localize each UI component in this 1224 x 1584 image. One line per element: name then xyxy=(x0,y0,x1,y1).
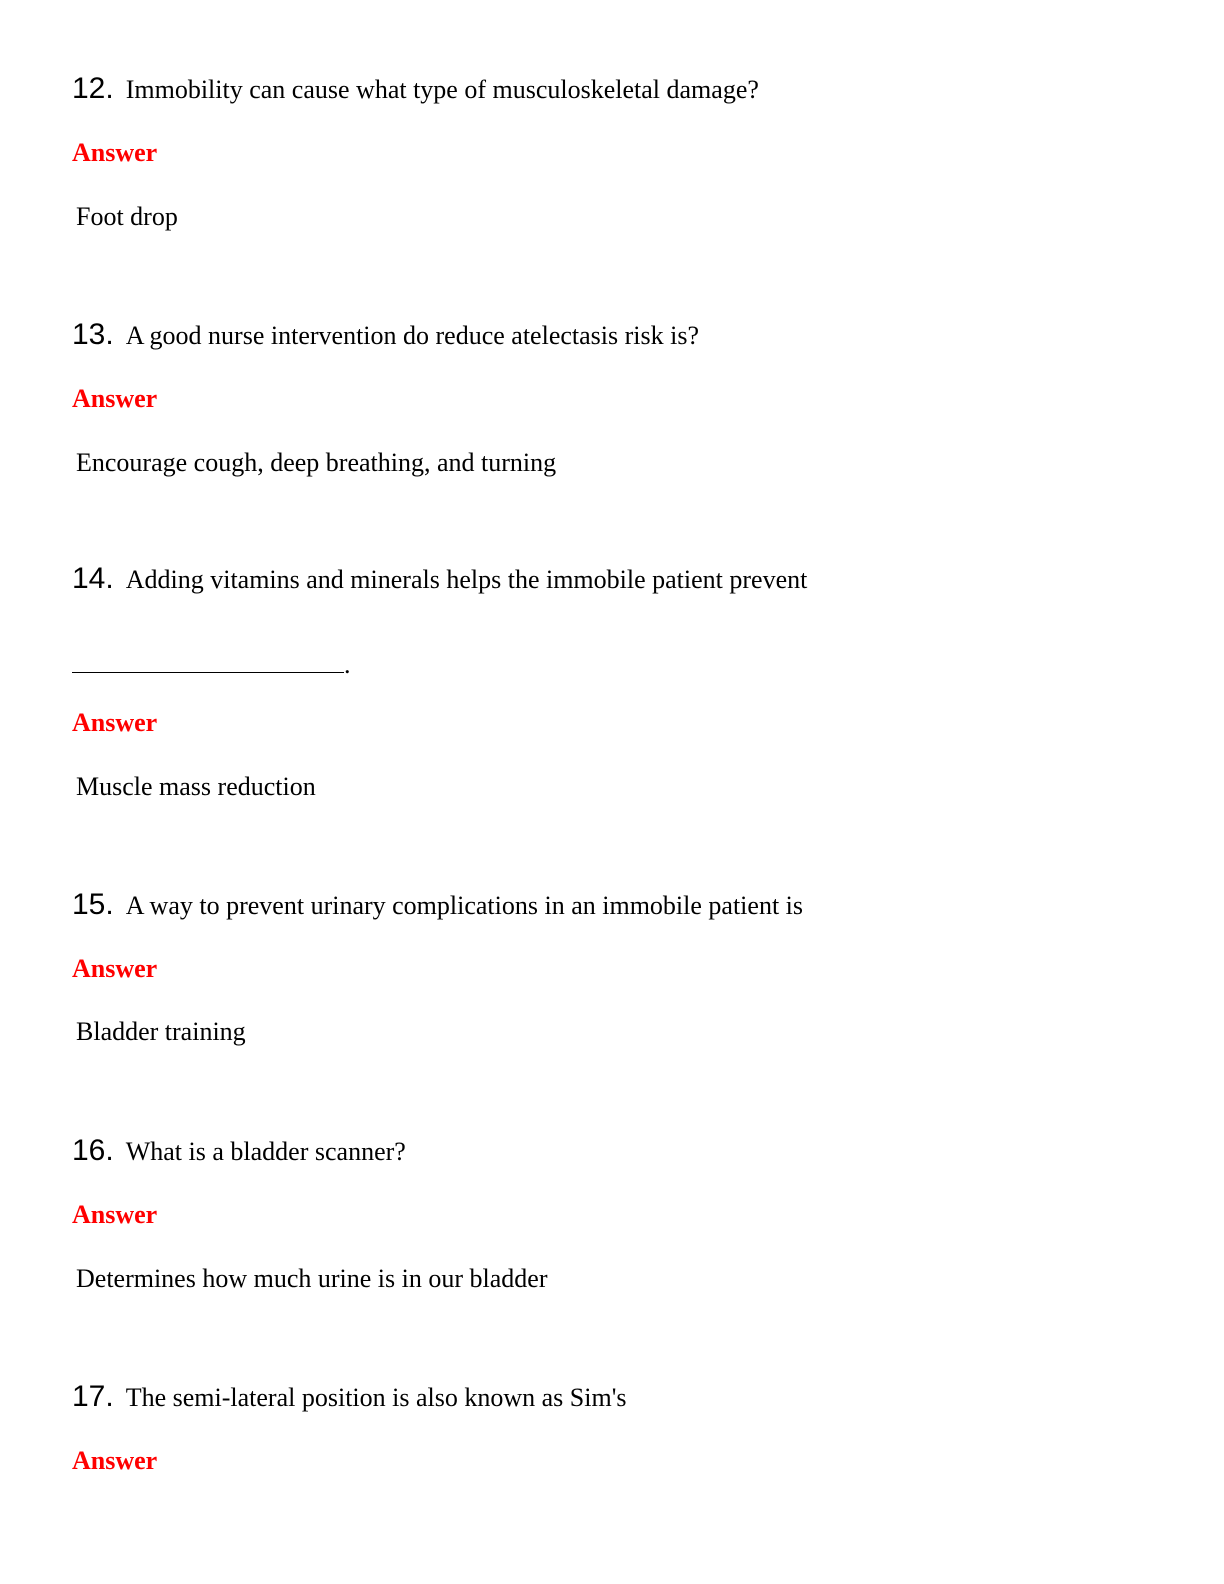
question-number: 14. xyxy=(72,562,114,595)
question-text: Adding vitamins and minerals helps the immobile patient prevent xyxy=(125,565,808,594)
question-12 xyxy=(72,72,759,106)
question-15 xyxy=(72,888,803,922)
question-text: What is a bladder scanner? xyxy=(125,1137,406,1166)
answer-label: Answer xyxy=(72,138,158,167)
question-number: 16. xyxy=(72,1134,114,1167)
question-number: 13. xyxy=(72,318,114,351)
question-number: 15. xyxy=(72,888,114,921)
answer-label: Answer xyxy=(72,954,158,983)
answer-text: Bladder training xyxy=(76,1017,246,1046)
question-text: A way to prevent urinary complications in an immobile patient is xyxy=(125,891,804,920)
answer-text: Determines how much urine is in our bladder xyxy=(76,1264,548,1293)
question-text: Immobility can cause what type of musculoskeletal damage? xyxy=(125,75,759,104)
question-text: A good nurse intervention do reduce atelectasis risk is? xyxy=(125,321,700,350)
question-14 xyxy=(72,562,807,596)
answer-label: Answer xyxy=(72,384,158,413)
answer-label: Answer xyxy=(72,708,158,737)
answer-text: Muscle mass reduction xyxy=(76,772,316,801)
fill-in-blank xyxy=(72,650,351,680)
question-13 xyxy=(72,318,699,352)
blank-rule xyxy=(72,650,344,673)
question-number: 17. xyxy=(72,1380,114,1413)
question-16 xyxy=(72,1134,406,1168)
answer-text: Foot drop xyxy=(76,202,178,231)
question-number: 12. xyxy=(72,72,114,105)
answer-text: Encourage cough, deep breathing, and turning xyxy=(76,448,557,477)
question-17 xyxy=(72,1380,627,1414)
answer-label: Answer xyxy=(72,1200,158,1229)
blank-suffix: . xyxy=(344,650,351,679)
question-text: The semi-lateral position is also known as Sim's xyxy=(125,1383,627,1412)
answer-label: Answer xyxy=(72,1446,158,1475)
